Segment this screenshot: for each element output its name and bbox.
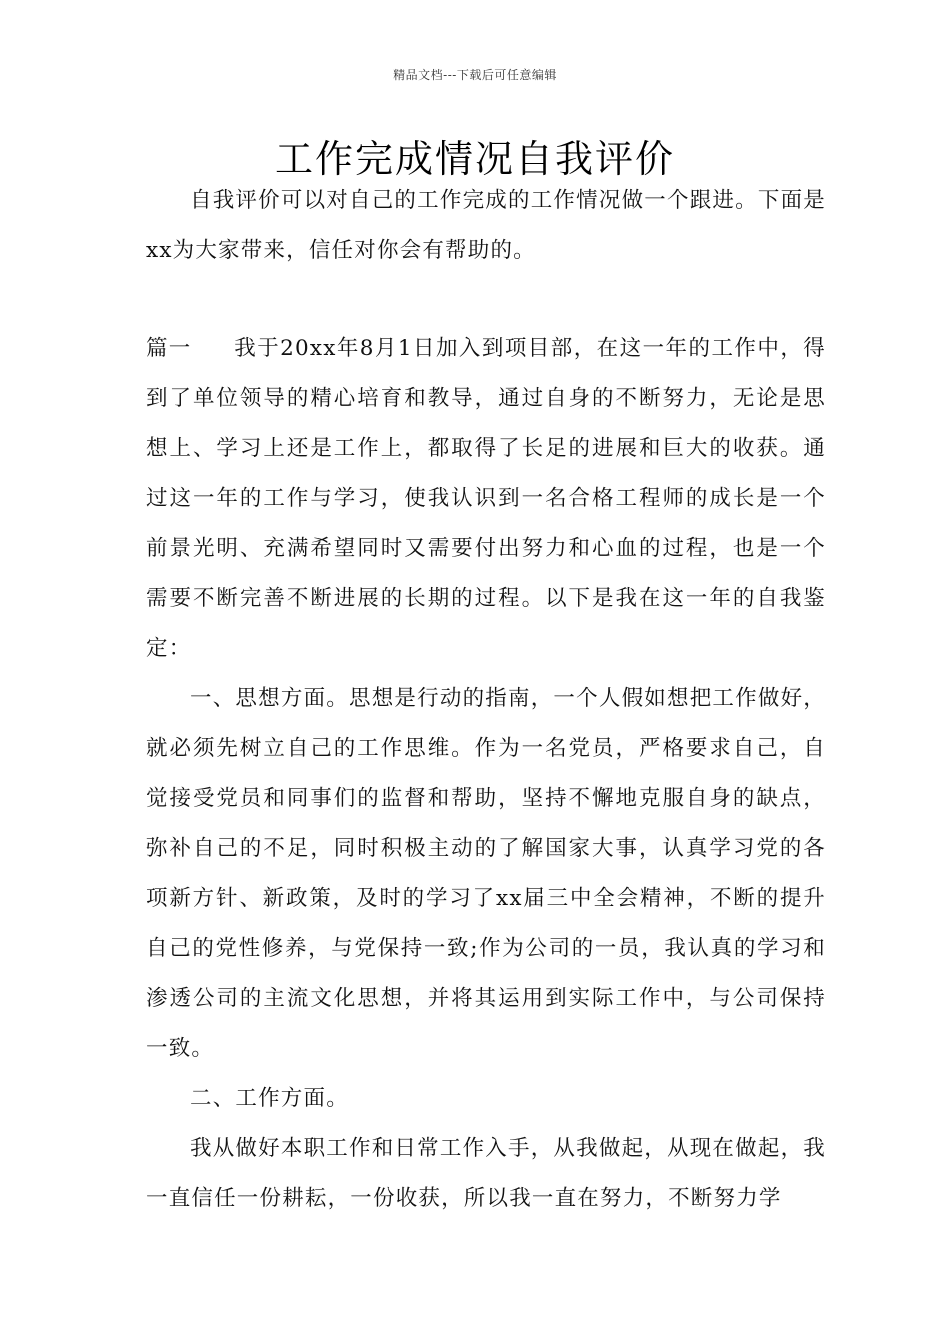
article-paragraph-4: 我从做好本职工作和日常工作入手，从我做起，从现在做起，我一直信任一份耕耘，一份收获，所以我一直在努力，不断努力学 [146,1136,826,1211]
article-paragraph-1-text: 我于20xx年8月1日加入到项目部，在这一年的工作中，得到了单位领导的精心培育和教导，通过自身的不断努力，无论是思想上、学习上还是工作上，都取得了长足的进展和巨大的收获。通过这一年的工作与学习，使我认识到一名合格工程师的成长是一个前景光明、充满希望同时又需要付出努力和心血的过程，也是一个需要不断完善不断进展的长期的过程。以下是我在这一年的自我鉴定： [146,336,826,661]
intro-section [146,176,826,276]
article-paragraph-2: 一、思想方面。思想是行动的指南，一个人假如想把工作做好，就必须先树立自己的工作思维。作为一名党员，严格要求自己，自觉接受党员和同事们的监督和帮助，坚持不懈地克服自身的缺点，弥补自己的不足，同时积极主动的了解国家大事，认真学习党的各项新方针、新政策，及时的学习了xx届三中全会精神，不断的提升自己的党性修养，与党保持一致;作为公司的一员，我认真的学习和渗透公司的主流文化思想，并将其运用到实际工作中，与公司保持一致。 [146,686,826,1061]
header-note: 精品文档---下载后可任意编辑 [393,68,557,82]
article-section [146,324,826,1224]
document-title: 工作完成情况自我评价 [274,137,675,181]
article-paragraph-1 [146,324,826,674]
article-paragraph-3: 二、工作方面。 [190,1086,349,1111]
article-label: 篇一 [146,336,192,361]
intro-paragraph: 自我评价可以对自己的工作完成的工作情况做一个跟进。下面是xx为大家带来，信任对你会有帮助的。 [146,188,826,263]
